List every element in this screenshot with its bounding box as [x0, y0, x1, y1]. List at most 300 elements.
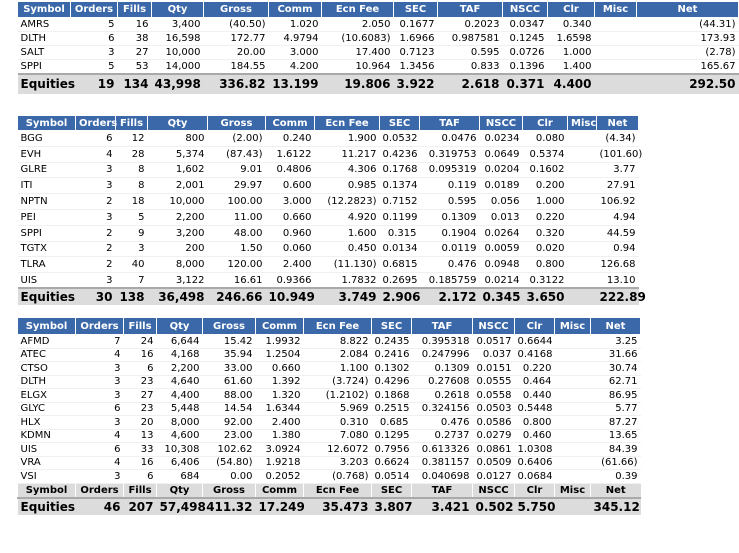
cell-net: (101.60) [597, 146, 639, 162]
cell-ecn-fee: 0.450 [315, 241, 380, 257]
cell-nscc: 0.0649 [480, 146, 523, 162]
cell-misc [555, 429, 591, 443]
cell-comm: 0.240 [266, 131, 315, 147]
total-fills: 138 [116, 288, 148, 305]
column-header-orders: Orders [71, 2, 118, 18]
cell-fills: 20 [124, 416, 157, 430]
cell-clr: 1.400 [548, 60, 595, 74]
cell-ecn-fee: (10.6083) [322, 32, 394, 46]
cell-clr: 0.5374 [523, 146, 568, 162]
cell-misc [595, 60, 637, 74]
cell-gross: 88.00 [203, 389, 256, 403]
cell-sec: 0.1302 [372, 362, 412, 376]
column-header-gross: Gross [208, 116, 266, 131]
cell-comm: 0.960 [266, 225, 315, 241]
cell-net: 84.39 [591, 443, 641, 457]
cell-symbol: UIS [18, 273, 76, 289]
column-header-ecn-fee: Ecn Fee [322, 2, 394, 18]
table-row [18, 257, 639, 273]
total-comm: 13.199 [269, 74, 322, 94]
cell-fills: 12 [116, 131, 148, 147]
cell-orders: 2 [76, 241, 116, 257]
column-header-misc: Misc [568, 116, 597, 131]
total-net: 345.12 [591, 498, 641, 515]
cell-gross: (54.80) [203, 456, 256, 470]
cell-taf: 0.040698 [412, 470, 473, 484]
cell-taf: 0.395318 [412, 335, 473, 349]
cell-comm: 4.200 [269, 60, 322, 74]
total-qty: 43,998 [152, 74, 204, 94]
table-row [18, 241, 639, 257]
cell-fills: 18 [116, 194, 148, 210]
cell-qty: 4,600 [157, 429, 203, 443]
total-gross: 336.82 [204, 74, 269, 94]
table-row [18, 389, 641, 403]
totals-row [18, 288, 639, 305]
cell-taf: 0.595 [438, 46, 503, 60]
table-row [18, 162, 639, 178]
equities-table-3 [17, 317, 641, 515]
cell-orders: 4 [76, 429, 124, 443]
cell-taf: 0.095319 [420, 162, 480, 178]
cell-ecn-fee: 3.203 [304, 456, 372, 470]
cell-net: 106.92 [597, 194, 639, 210]
cell-qty: 10,308 [157, 443, 203, 457]
cell-clr: 1.000 [523, 194, 568, 210]
column-header-net: Net [591, 318, 641, 335]
cell-gross: 172.77 [204, 32, 269, 46]
cell-sec: 0.0514 [372, 470, 412, 484]
cell-fills: 9 [116, 225, 148, 241]
cell-taf: 0.381157 [412, 456, 473, 470]
cell-orders: 3 [76, 162, 116, 178]
cell-misc [568, 241, 597, 257]
cell-qty: 8,000 [157, 416, 203, 430]
cell-comm: 2.400 [256, 416, 304, 430]
cell-nscc: 0.037 [473, 348, 515, 362]
table-row [18, 131, 639, 147]
cell-gross: 33.00 [203, 362, 256, 376]
footer-column-header-gross: Gross [203, 483, 256, 498]
cell-sec: 0.1374 [380, 178, 420, 194]
cell-ecn-fee: 8.822 [304, 335, 372, 349]
column-header-sec: SEC [394, 2, 438, 18]
footer-column-header-symbol: Symbol [18, 483, 76, 498]
table-row [18, 402, 641, 416]
footer-header-row [18, 483, 641, 498]
cell-symbol: AFMD [18, 335, 76, 349]
cell-taf: 0.476 [420, 257, 480, 273]
total-fills: 207 [124, 498, 157, 515]
cell-orders: 6 [71, 32, 118, 46]
cell-sec: 0.685 [372, 416, 412, 430]
cell-fills: 24 [124, 335, 157, 349]
cell-nscc: 0.0558 [473, 389, 515, 403]
cell-gross: 23.00 [203, 429, 256, 443]
cell-symbol: SPPI [18, 60, 71, 74]
cell-orders: 3 [71, 46, 118, 60]
cell-ecn-fee: (11.130) [315, 257, 380, 273]
cell-taf: 0.185759 [420, 273, 480, 289]
cell-net: 87.27 [591, 416, 641, 430]
cell-fills: 16 [118, 18, 152, 32]
cell-symbol: SALT [18, 46, 71, 60]
cell-nscc: 0.0151 [473, 362, 515, 376]
cell-comm: 0.9366 [266, 273, 315, 289]
column-header-misc: Misc [595, 2, 637, 18]
total-symbol: Equities [18, 288, 76, 305]
cell-gross: 92.00 [203, 416, 256, 430]
cell-qty: 2,200 [157, 362, 203, 376]
cell-fills: 33 [124, 443, 157, 457]
cell-sec: 0.4296 [372, 375, 412, 389]
cell-net: 86.95 [591, 389, 641, 403]
cell-comm: 3.000 [266, 194, 315, 210]
total-misc [595, 74, 637, 94]
cell-fills: 5 [116, 209, 148, 225]
cell-symbol: SPPI [18, 225, 76, 241]
totals-row [18, 498, 641, 515]
cell-symbol: EVH [18, 146, 76, 162]
column-header-nscc: NSCC [503, 2, 548, 18]
cell-gross: 29.97 [208, 178, 266, 194]
cell-net: 3.77 [597, 162, 639, 178]
cell-sec: 0.2695 [380, 273, 420, 289]
cell-sec: 0.7152 [380, 194, 420, 210]
total-taf: 3.421 [412, 498, 473, 515]
cell-nscc: 0.0948 [480, 257, 523, 273]
total-gross: 411.32 [203, 498, 256, 515]
cell-gross: 48.00 [208, 225, 266, 241]
cell-nscc: 0.0517 [473, 335, 515, 349]
cell-orders: 4 [76, 146, 116, 162]
cell-gross: 20.00 [204, 46, 269, 60]
cell-gross: 14.54 [203, 402, 256, 416]
cell-nscc: 0.0586 [473, 416, 515, 430]
total-clr: 3.650 [523, 288, 568, 305]
column-header-orders: Orders [76, 318, 124, 335]
cell-gross: (2.00) [208, 131, 266, 147]
cell-taf: 0.247996 [412, 348, 473, 362]
cell-nscc: 0.0726 [503, 46, 548, 60]
cell-clr: 0.3122 [523, 273, 568, 289]
cell-misc [555, 470, 591, 484]
cell-fills: 3 [116, 241, 148, 257]
cell-qty: 5,374 [148, 146, 208, 162]
cell-nscc: 0.0509 [473, 456, 515, 470]
cell-nscc: 0.056 [480, 194, 523, 210]
cell-comm: 0.060 [266, 241, 315, 257]
cell-orders: 5 [71, 18, 118, 32]
cell-qty: 200 [148, 241, 208, 257]
cell-symbol: DLTH [18, 32, 71, 46]
cell-nscc: 0.0234 [480, 131, 523, 147]
footer-column-header-nscc: NSCC [473, 483, 515, 498]
column-header-nscc: NSCC [473, 318, 515, 335]
column-header-comm: Comm [256, 318, 304, 335]
cell-clr: 1.6598 [548, 32, 595, 46]
cell-comm: 0.4806 [266, 162, 315, 178]
footer-column-header-sec: SEC [372, 483, 412, 498]
column-header-net: Net [637, 2, 739, 18]
cell-net: 30.74 [591, 362, 641, 376]
footer-column-header-ecn-fee: Ecn Fee [304, 483, 372, 498]
cell-taf: 0.1309 [412, 362, 473, 376]
table-row [18, 375, 641, 389]
cell-misc [595, 18, 637, 32]
cell-ecn-fee: 2.084 [304, 348, 372, 362]
cell-taf: 0.119 [420, 178, 480, 194]
cell-fills: 8 [116, 178, 148, 194]
total-taf: 2.172 [420, 288, 480, 305]
column-header-taf: TAF [412, 318, 473, 335]
cell-net: (61.66) [591, 456, 641, 470]
cell-sec: 0.1677 [394, 18, 438, 32]
cell-net: 126.68 [597, 257, 639, 273]
footer-column-header-misc: Misc [555, 483, 591, 498]
table-row [18, 443, 641, 457]
cell-clr: 0.220 [523, 209, 568, 225]
cell-misc [555, 375, 591, 389]
cell-sec: 0.1768 [380, 162, 420, 178]
cell-net: 173.93 [637, 32, 739, 46]
cell-fills: 23 [124, 375, 157, 389]
column-header-gross: Gross [203, 318, 256, 335]
total-clr: 4.400 [548, 74, 595, 94]
footer-column-header-net: Net [591, 483, 641, 498]
table-row [18, 273, 639, 289]
column-header-fills: Fills [116, 116, 148, 131]
cell-fills: 8 [116, 162, 148, 178]
cell-net: 5.77 [591, 402, 641, 416]
cell-misc [568, 131, 597, 147]
cell-taf: 0.613326 [412, 443, 473, 457]
table-row [18, 209, 639, 225]
cell-gross: 11.00 [208, 209, 266, 225]
cell-gross: (40.50) [204, 18, 269, 32]
header-row [18, 2, 739, 18]
cell-orders: 3 [76, 416, 124, 430]
cell-clr: 1.000 [548, 46, 595, 60]
total-nscc: 0.502 [473, 498, 515, 515]
cell-nscc: 0.0347 [503, 18, 548, 32]
cell-misc [568, 257, 597, 273]
cell-clr: 0.5448 [515, 402, 555, 416]
cell-nscc: 0.0503 [473, 402, 515, 416]
cell-clr: 0.440 [515, 389, 555, 403]
cell-comm: 1.9218 [256, 456, 304, 470]
column-header-fills: Fills [124, 318, 157, 335]
cell-taf: 0.0119 [420, 241, 480, 257]
cell-clr: 0.464 [515, 375, 555, 389]
cell-qty: 2,200 [148, 209, 208, 225]
cell-fills: 6 [124, 470, 157, 484]
total-misc [568, 288, 597, 305]
cell-qty: 16,598 [152, 32, 204, 46]
cell-ecn-fee: 0.310 [304, 416, 372, 430]
total-comm: 17.249 [256, 498, 304, 515]
cell-misc [595, 46, 637, 60]
cell-comm: 3.000 [269, 46, 322, 60]
table-row [18, 146, 639, 162]
cell-qty: 14,000 [152, 60, 204, 74]
cell-comm: 1.6344 [256, 402, 304, 416]
total-clr: 5.750 [515, 498, 555, 515]
cell-comm: 4.9794 [269, 32, 322, 46]
cell-taf: 0.0476 [420, 131, 480, 147]
cell-orders: 4 [76, 348, 124, 362]
cell-symbol: UIS [18, 443, 76, 457]
cell-orders: 3 [76, 178, 116, 194]
cell-nscc: 0.1396 [503, 60, 548, 74]
cell-nscc: 0.1245 [503, 32, 548, 46]
cell-misc [568, 178, 597, 194]
total-fills: 134 [118, 74, 152, 94]
cell-gross: 61.60 [203, 375, 256, 389]
total-ecn-fee: 3.749 [315, 288, 380, 305]
column-header-misc: Misc [555, 318, 591, 335]
total-qty: 36,498 [148, 288, 208, 305]
column-header-taf: TAF [438, 2, 503, 18]
cell-comm: 1.9932 [256, 335, 304, 349]
cell-orders: 3 [76, 273, 116, 289]
cell-orders: 2 [76, 194, 116, 210]
cell-misc [568, 225, 597, 241]
cell-fills: 27 [124, 389, 157, 403]
total-net: 292.50 [637, 74, 739, 94]
cell-clr: 0.340 [548, 18, 595, 32]
cell-net: 3.25 [591, 335, 641, 349]
cell-comm: 1.392 [256, 375, 304, 389]
cell-comm: 1.020 [269, 18, 322, 32]
cell-ecn-fee: 7.080 [304, 429, 372, 443]
cell-ecn-fee: 5.969 [304, 402, 372, 416]
cell-sec: 0.1868 [372, 389, 412, 403]
total-nscc: 0.371 [503, 74, 548, 94]
cell-symbol: TGTX [18, 241, 76, 257]
cell-ecn-fee: (3.724) [304, 375, 372, 389]
cell-qty: 4,640 [157, 375, 203, 389]
cell-orders: 6 [76, 131, 116, 147]
cell-fills: 53 [118, 60, 152, 74]
column-header-taf: TAF [420, 116, 480, 131]
cell-sec: 0.6815 [380, 257, 420, 273]
cell-ecn-fee: 4.306 [315, 162, 380, 178]
cell-net: 0.94 [597, 241, 639, 257]
cell-comm: 1.6122 [266, 146, 315, 162]
cell-sec: 0.7956 [372, 443, 412, 457]
cell-nscc: 0.013 [480, 209, 523, 225]
table-row [18, 225, 639, 241]
cell-symbol: KDMN [18, 429, 76, 443]
table-row [18, 362, 641, 376]
cell-ecn-fee: 1.7832 [315, 273, 380, 289]
total-sec: 2.906 [380, 288, 420, 305]
cell-comm: 1.2504 [256, 348, 304, 362]
cell-ecn-fee: (1.2102) [304, 389, 372, 403]
cell-orders: 3 [76, 362, 124, 376]
cell-gross: 9.01 [208, 162, 266, 178]
cell-orders: 7 [76, 335, 124, 349]
cell-fills: 7 [116, 273, 148, 289]
total-net: 222.89 [597, 288, 639, 305]
total-sec: 3.922 [394, 74, 438, 94]
cell-clr: 0.080 [523, 131, 568, 147]
cell-orders: 3 [76, 375, 124, 389]
cell-nscc: 0.0214 [480, 273, 523, 289]
cell-net: 27.91 [597, 178, 639, 194]
cell-net: 13.10 [597, 273, 639, 289]
total-symbol: Equities [18, 498, 76, 515]
cell-orders: 6 [76, 443, 124, 457]
cell-symbol: AMRS [18, 18, 71, 32]
cell-symbol: HLX [18, 416, 76, 430]
cell-ecn-fee: 2.050 [322, 18, 394, 32]
cell-taf: 0.833 [438, 60, 503, 74]
footer-column-header-orders: Orders [76, 483, 124, 498]
cell-taf: 0.319753 [420, 146, 480, 162]
cell-nscc: 0.0861 [473, 443, 515, 457]
cell-gross: 120.00 [208, 257, 266, 273]
cell-fills: 28 [116, 146, 148, 162]
cell-qty: 3,122 [148, 273, 208, 289]
cell-symbol: ATEC [18, 348, 76, 362]
cell-qty: 10,000 [148, 194, 208, 210]
column-header-ecn-fee: Ecn Fee [315, 116, 380, 131]
table-row [18, 348, 641, 362]
cell-misc [555, 348, 591, 362]
column-header-qty: Qty [157, 318, 203, 335]
cell-taf: 0.1309 [420, 209, 480, 225]
cell-sec: 0.4236 [380, 146, 420, 162]
column-header-symbol: Symbol [18, 318, 76, 335]
cell-orders: 5 [71, 60, 118, 74]
cell-sec: 0.0532 [380, 131, 420, 147]
cell-misc [568, 273, 597, 289]
cell-taf: 0.2618 [412, 389, 473, 403]
cell-net: (2.78) [637, 46, 739, 60]
cell-nscc: 0.0059 [480, 241, 523, 257]
total-comm: 10.949 [266, 288, 315, 305]
cell-fills: 27 [118, 46, 152, 60]
footer-column-header-taf: TAF [412, 483, 473, 498]
table-row [18, 18, 739, 32]
total-orders: 30 [76, 288, 116, 305]
column-header-clr: Clr [548, 2, 595, 18]
cell-taf: 0.595 [420, 194, 480, 210]
cell-sec: 0.2435 [372, 335, 412, 349]
cell-comm: 1.380 [256, 429, 304, 443]
cell-clr: 0.1602 [523, 162, 568, 178]
cell-fills: 16 [124, 456, 157, 470]
cell-qty: 1,602 [148, 162, 208, 178]
cell-sec: 0.2515 [372, 402, 412, 416]
cell-misc [555, 416, 591, 430]
footer-column-header-clr: Clr [515, 483, 555, 498]
cell-orders: 3 [76, 389, 124, 403]
cell-sec: 0.1199 [380, 209, 420, 225]
cell-symbol: ELGX [18, 389, 76, 403]
cell-symbol: DLTH [18, 375, 76, 389]
cell-fills: 23 [124, 402, 157, 416]
cell-misc [568, 209, 597, 225]
cell-comm: 0.600 [266, 178, 315, 194]
total-symbol: Equities [18, 74, 71, 94]
cell-orders: 2 [76, 257, 116, 273]
cell-misc [555, 362, 591, 376]
cell-fills: 38 [118, 32, 152, 46]
cell-nscc: 0.0204 [480, 162, 523, 178]
